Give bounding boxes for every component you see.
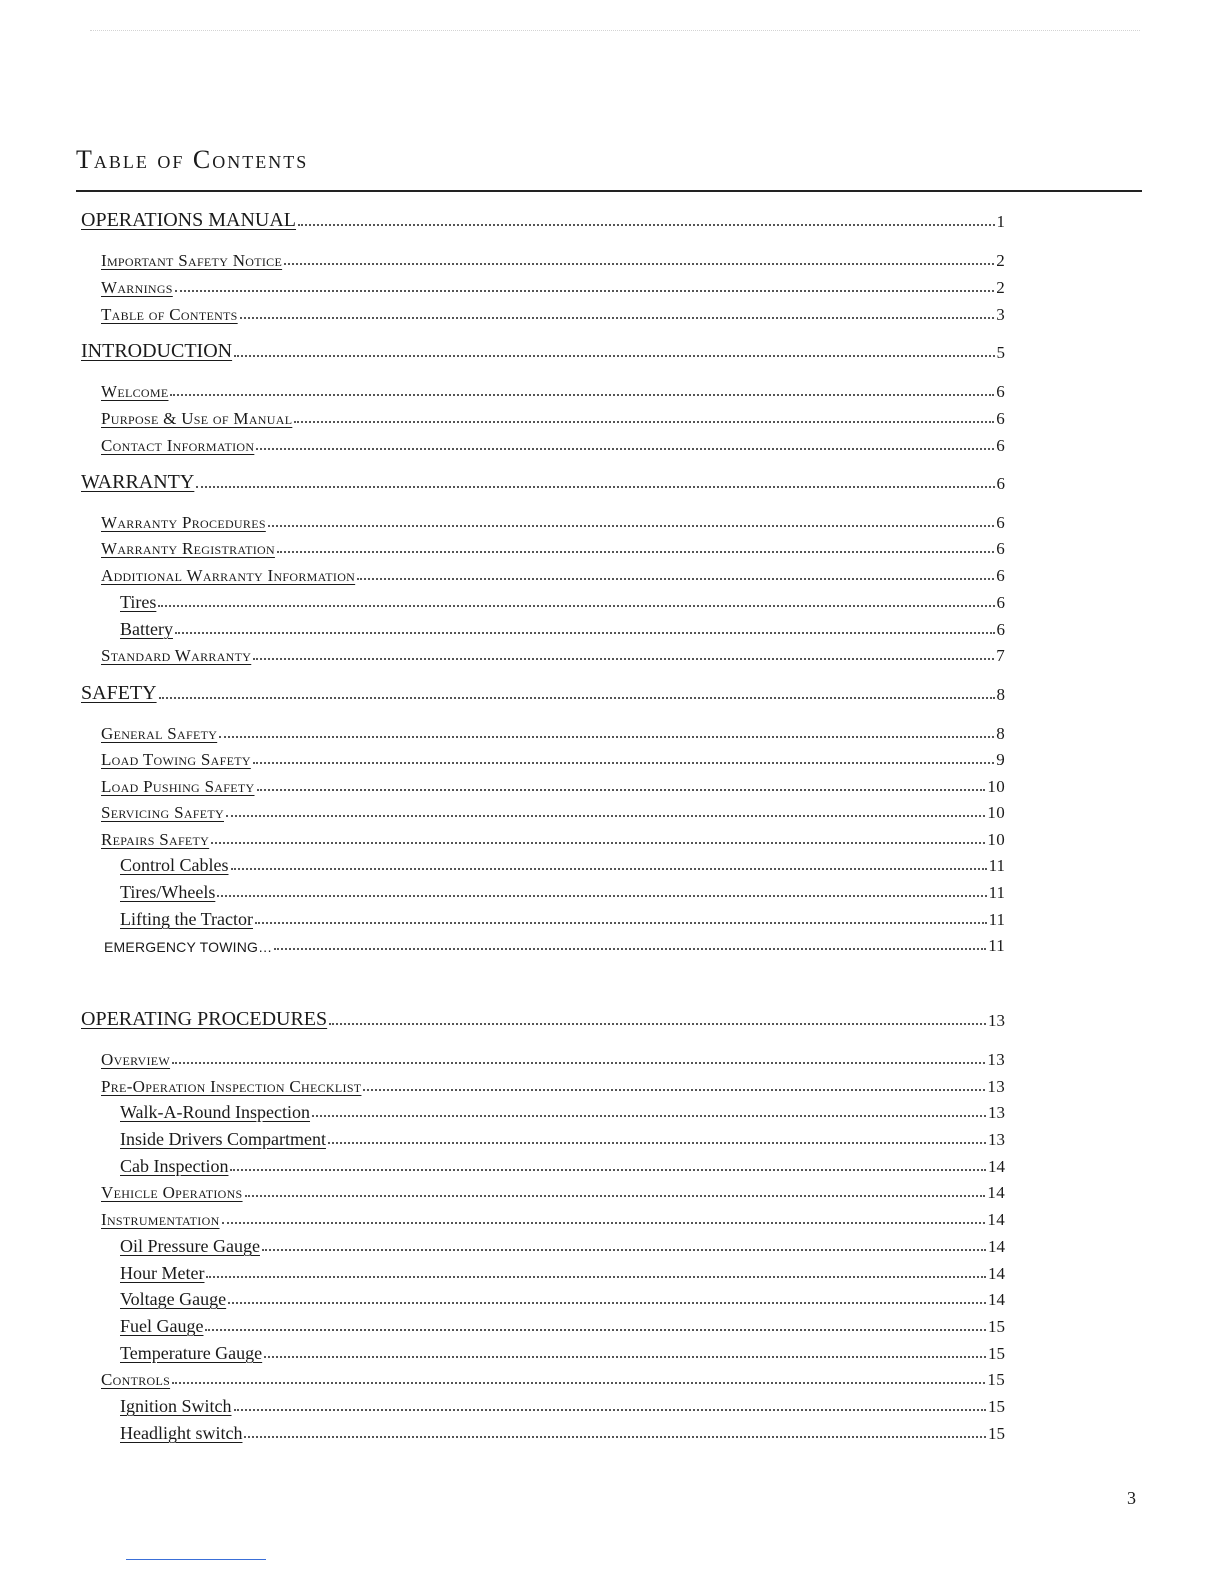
toc-label: Headlight switch (120, 1423, 243, 1443)
dot-leader (217, 895, 986, 897)
toc-page: 3 (996, 305, 1005, 324)
toc-page: 15 (987, 1370, 1005, 1389)
dot-leader (206, 1276, 986, 1278)
toc-label: EMERGENCY TOWING… (104, 939, 273, 955)
toc-item-table-of-contents[interactable] (101, 299, 1005, 323)
toc-page: 14 (988, 1290, 1005, 1309)
toc-item-important-safety-notice[interactable] (101, 245, 1005, 269)
toc-page: 6 (996, 382, 1005, 401)
dot-leader (172, 1062, 985, 1064)
toc-item-emergency-towing[interactable] (104, 930, 1005, 954)
dot-leader (240, 317, 995, 319)
toc-item-general-safety[interactable] (101, 718, 1005, 742)
toc-subitem-inside-drivers-compartment[interactable] (120, 1124, 1005, 1148)
toc-label: Contact Information (101, 436, 255, 455)
toc-label: Warranty Procedures (101, 513, 266, 532)
toc-item-load-pushing-safety[interactable] (101, 771, 1005, 795)
toc-page: 13 (987, 1050, 1005, 1069)
dot-leader (234, 1409, 987, 1411)
toc-label: Vehicle Operations (101, 1183, 243, 1202)
toc-page: 9 (996, 750, 1005, 769)
dot-leader (222, 1222, 986, 1224)
toc-label: Welcome (101, 382, 169, 401)
toc-item-load-towing-safety[interactable] (101, 744, 1005, 768)
toc-item-instrumentation[interactable] (101, 1204, 1005, 1228)
toc-page: 5 (996, 343, 1005, 362)
dot-leader (230, 1169, 986, 1171)
toc-label: Battery (120, 619, 173, 639)
dot-leader (257, 789, 986, 791)
toc-label: Control Cables (120, 855, 229, 875)
toc-subitem-headlight-switch[interactable] (120, 1418, 1005, 1442)
toc-page: 15 (988, 1317, 1005, 1336)
toc-label: Repairs Safety (101, 830, 210, 849)
toc-page: 11 (988, 936, 1005, 955)
toc-page: 1 (996, 212, 1005, 231)
toc-page: 14 (987, 1183, 1005, 1202)
toc-subitem-battery[interactable] (120, 614, 1005, 638)
toc-subitem-hour-meter[interactable] (120, 1258, 1005, 1282)
toc-item-contact-information[interactable] (101, 430, 1005, 454)
toc-label: Oil Pressure Gauge (120, 1236, 260, 1256)
dot-leader (245, 1195, 986, 1197)
toc-item-welcome[interactable] (101, 376, 1005, 400)
toc-item-standard-warranty[interactable] (101, 640, 1005, 664)
toc-page: 6 (996, 539, 1005, 558)
toc-page: 10 (987, 830, 1005, 849)
toc-page: 8 (996, 724, 1005, 743)
toc-label: INTRODUCTION (81, 340, 233, 362)
toc-page: 10 (987, 777, 1005, 796)
dot-leader (284, 263, 994, 265)
toc-label: Tires/Wheels (120, 882, 216, 902)
toc-subitem-tires[interactable] (120, 587, 1005, 611)
dot-leader (172, 1382, 985, 1384)
toc-item-servicing-safety[interactable] (101, 797, 1005, 821)
toc-item-purpose-use[interactable] (101, 403, 1005, 427)
dot-leader (158, 605, 994, 607)
toc-page: 11 (988, 910, 1005, 929)
toc-page: 6 (996, 436, 1005, 455)
toc-label: Ignition Switch (120, 1396, 232, 1416)
dot-leader (312, 1115, 986, 1117)
dot-leader (277, 551, 994, 553)
toc-subitem-tires-wheels[interactable] (120, 877, 1005, 901)
toc-page: 15 (988, 1424, 1005, 1443)
toc-page: 6 (996, 409, 1005, 428)
dot-leader (219, 736, 994, 738)
dot-leader (253, 658, 994, 660)
dot-leader (328, 1142, 986, 1144)
toc-label: Standard Warranty (101, 646, 252, 665)
toc-label: Walk-A-Round Inspection (120, 1102, 311, 1122)
toc-page: 6 (996, 513, 1005, 532)
toc-label: OPERATING PROCEDURES (81, 1008, 328, 1030)
dot-leader (170, 394, 994, 396)
footnote-rule (126, 1559, 266, 1560)
toc-item-additional-warranty-information[interactable] (101, 560, 1005, 584)
toc-label: Warnings (101, 278, 173, 297)
dot-leader (255, 922, 987, 924)
toc-label: Lifting the Tractor (120, 909, 253, 929)
toc-label: Table of Contents (101, 305, 238, 324)
toc-label: Important Safety Notice (101, 251, 283, 270)
toc-subitem-ignition-switch[interactable] (120, 1391, 1005, 1415)
toc-label: Pre-Operation Inspection Checklist (101, 1077, 362, 1096)
toc-label: Warranty Registration (101, 539, 275, 558)
scan-artifact-line (90, 30, 1140, 32)
toc-page: 11 (988, 883, 1005, 902)
toc-label: Load Pushing Safety (101, 777, 255, 796)
toc-item-pre-operation-checklist[interactable] (101, 1071, 1005, 1095)
toc-page: 14 (988, 1264, 1005, 1283)
toc-label: Controls (101, 1370, 171, 1389)
toc-label: SAFETY (81, 682, 157, 704)
toc-page: 14 (987, 1210, 1005, 1229)
dot-leader (244, 1436, 986, 1438)
dot-leader (268, 525, 994, 527)
toc-section-safety[interactable] (81, 679, 1005, 703)
toc-page: 15 (988, 1397, 1005, 1416)
toc-section-operations-manual[interactable] (81, 206, 1005, 230)
toc-subitem-walk-a-round[interactable] (120, 1097, 1005, 1121)
dot-leader (262, 1249, 986, 1251)
toc-page: 13 (988, 1011, 1005, 1030)
dot-leader (211, 842, 985, 844)
dot-leader (234, 355, 994, 357)
dot-leader (294, 421, 994, 423)
toc-label: Servicing Safety (101, 803, 224, 822)
dot-leader (228, 1302, 986, 1304)
toc-label: Cab Inspection (120, 1156, 229, 1176)
toc-label: General Safety (101, 724, 218, 743)
toc-label: Temperature Gauge (120, 1343, 263, 1363)
toc-item-vehicle-operations[interactable] (101, 1177, 1005, 1201)
toc-subitem-oil-pressure-gauge[interactable] (120, 1231, 1005, 1255)
title-rule (76, 190, 1142, 192)
toc-page: 7 (996, 646, 1005, 665)
toc-section-introduction[interactable] (81, 337, 1005, 361)
toc-page: 2 (996, 251, 1005, 270)
toc-page: 13 (988, 1130, 1005, 1149)
toc-label: Fuel Gauge (120, 1316, 204, 1336)
toc-section-operating-procedures[interactable] (81, 1005, 1005, 1029)
toc-page: 6 (996, 566, 1005, 585)
toc-label: Load Towing Safety (101, 750, 251, 769)
dot-leader (205, 1329, 986, 1331)
toc-page: 13 (987, 1077, 1005, 1096)
dot-leader (274, 948, 986, 950)
toc-page: 15 (988, 1344, 1005, 1363)
dot-leader (231, 868, 987, 870)
toc-item-repairs-safety[interactable] (101, 824, 1005, 848)
toc-label: OPERATIONS MANUAL (81, 209, 297, 231)
dot-leader (175, 632, 995, 634)
dot-leader (264, 1356, 986, 1358)
toc-label: Instrumentation (101, 1210, 220, 1229)
toc-label: Purpose & Use of Manual (101, 409, 293, 428)
page-number: 3 (1127, 1488, 1136, 1508)
dot-leader (357, 578, 994, 580)
toc-label: Hour Meter (120, 1263, 205, 1283)
toc-page: 6 (996, 474, 1005, 493)
toc-subitem-cab-inspection[interactable] (120, 1151, 1005, 1175)
toc-page: 10 (987, 803, 1005, 822)
toc-page: 8 (996, 685, 1005, 704)
dot-leader (196, 486, 994, 488)
dot-leader (329, 1023, 986, 1025)
toc-page: 14 (988, 1237, 1005, 1256)
dot-leader (298, 224, 994, 226)
toc-subitem-temperature-gauge[interactable] (120, 1338, 1005, 1362)
toc-page: 6 (996, 593, 1005, 612)
toc-item-overview[interactable] (101, 1044, 1005, 1068)
toc-item-warnings[interactable] (101, 272, 1005, 296)
toc-label: Voltage Gauge (120, 1289, 227, 1309)
toc-page: 14 (988, 1157, 1005, 1176)
toc-page: 11 (988, 856, 1005, 875)
toc-label: Additional Warranty Information (101, 566, 356, 585)
dot-leader (159, 697, 995, 699)
toc-label: Overview (101, 1050, 171, 1069)
dot-leader (175, 290, 994, 292)
toc-label: Tires (120, 592, 157, 612)
toc-page: 2 (996, 278, 1005, 297)
toc-section-warranty[interactable] (81, 468, 1005, 492)
toc-label: Inside Drivers Compartment (120, 1129, 326, 1149)
toc-item-controls[interactable] (101, 1364, 1005, 1388)
toc-label: WARRANTY (81, 471, 195, 493)
toc-subitem-fuel-gauge[interactable] (120, 1311, 1005, 1335)
toc-page: 6 (996, 620, 1005, 639)
toc-subitem-voltage-gauge[interactable] (120, 1284, 1005, 1308)
toc-item-warranty-procedures[interactable] (101, 507, 1005, 531)
toc-subitem-lifting-the-tractor[interactable] (120, 904, 1005, 928)
dot-leader (226, 815, 985, 817)
dot-leader (256, 448, 994, 450)
dot-leader (253, 762, 994, 764)
toc-item-warranty-registration[interactable] (101, 533, 1005, 557)
toc-page: 13 (988, 1103, 1005, 1122)
toc-subitem-control-cables[interactable] (120, 850, 1005, 874)
page-title: Table of Contents (76, 145, 309, 174)
dot-leader (363, 1089, 985, 1091)
